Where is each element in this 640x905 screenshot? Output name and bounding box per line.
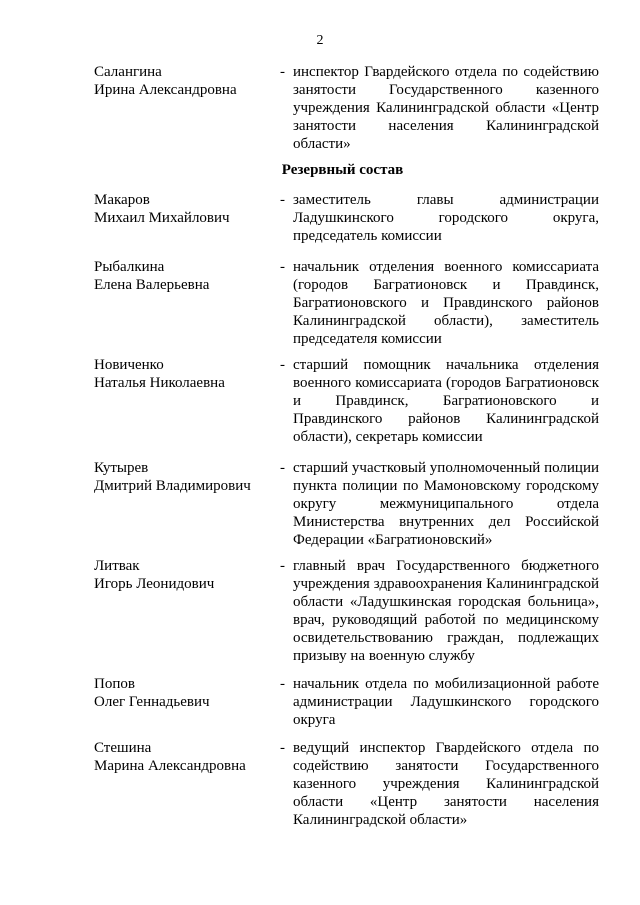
member-role: главный врач Государственного бюджетного учреждения здравоохранения Калининградской области «Ладушкинская городская больница», врач, руководящий работой по медицинскому освидетельствованию граждан, подлежащих призыву на военную службу: [293, 558, 599, 664]
section-title: Резервный состав: [281, 162, 404, 178]
member-role: ведущий инспектор Гвардейского отдела по содействию занятости Государственного казенного учреждения Калининградской области «Центр занятости населения Калининградской области»: [293, 740, 599, 828]
member-name: [94, 675, 274, 711]
member-role: старший участковый уполномоченный полиции пункта полиции по Мамоновскому городскому округу межмуниципального отдела Министерства внутренних дел Российской Федерации «Багратионовский»: [293, 460, 599, 548]
member-role: заместитель главы администрации Ладушкинского городского округа, председатель комиссии: [293, 192, 599, 244]
dash-separator: -: [280, 740, 285, 756]
member-name: [94, 356, 274, 392]
member-given-name: Елена Валерьевна: [94, 277, 210, 293]
member-name: [94, 191, 274, 227]
member-surname: Кутырев: [94, 460, 149, 476]
member-surname: Макаров: [94, 192, 150, 208]
member-given-name: Михаил Михайлович: [94, 210, 230, 226]
member-role: начальник отделения военного комиссариата (городов Багратионовск и Правдинск, Багратионовского и Правдинского районов Калининградской области), заместитель председателя комиссии: [293, 259, 599, 347]
member-role: инспектор Гвардейского отдела по содействию занятости Государственного казенного учреждения Калининградской области «Центр занятости населения Калининградской области»: [293, 64, 599, 152]
member-surname: Литвак: [94, 558, 140, 574]
member-name: [94, 459, 274, 495]
member-name: [94, 739, 274, 775]
member-name: [94, 557, 274, 593]
member-role: начальник отдела по мобилизационной работе администрации Ладушкинского городского округа: [293, 676, 599, 728]
dash-separator: -: [280, 192, 285, 208]
member-given-name: Наталья Николаевна: [94, 375, 225, 391]
dash-separator: -: [280, 460, 285, 476]
page-number: 2: [316, 33, 324, 48]
member-name: [94, 63, 274, 99]
member-surname: Салангина: [94, 64, 162, 80]
member-given-name: Дмитрий Владимирович: [94, 478, 251, 494]
member-given-name: Ирина Александровна: [94, 82, 237, 98]
member-surname: Рыбалкина: [94, 259, 165, 275]
member-name: [94, 258, 274, 294]
member-surname: Попов: [94, 676, 135, 692]
member-role: старший помощник начальника отделения военного комиссариата (городов Багратионовск и Правдинск, Багратионовского и Правдинского районов Калининградской области), секретарь комиссии: [293, 357, 599, 445]
member-surname: Новиченко: [94, 357, 164, 373]
dash-separator: -: [280, 64, 285, 80]
dash-separator: -: [280, 558, 285, 574]
member-given-name: Олег Геннадьевич: [94, 694, 210, 710]
member-given-name: Игорь Леонидович: [94, 576, 215, 592]
member-surname: Стешина: [94, 740, 152, 756]
dash-separator: -: [280, 357, 285, 373]
dash-separator: -: [280, 676, 285, 692]
dash-separator: -: [280, 259, 285, 275]
member-given-name: Марина Александровна: [94, 758, 246, 774]
